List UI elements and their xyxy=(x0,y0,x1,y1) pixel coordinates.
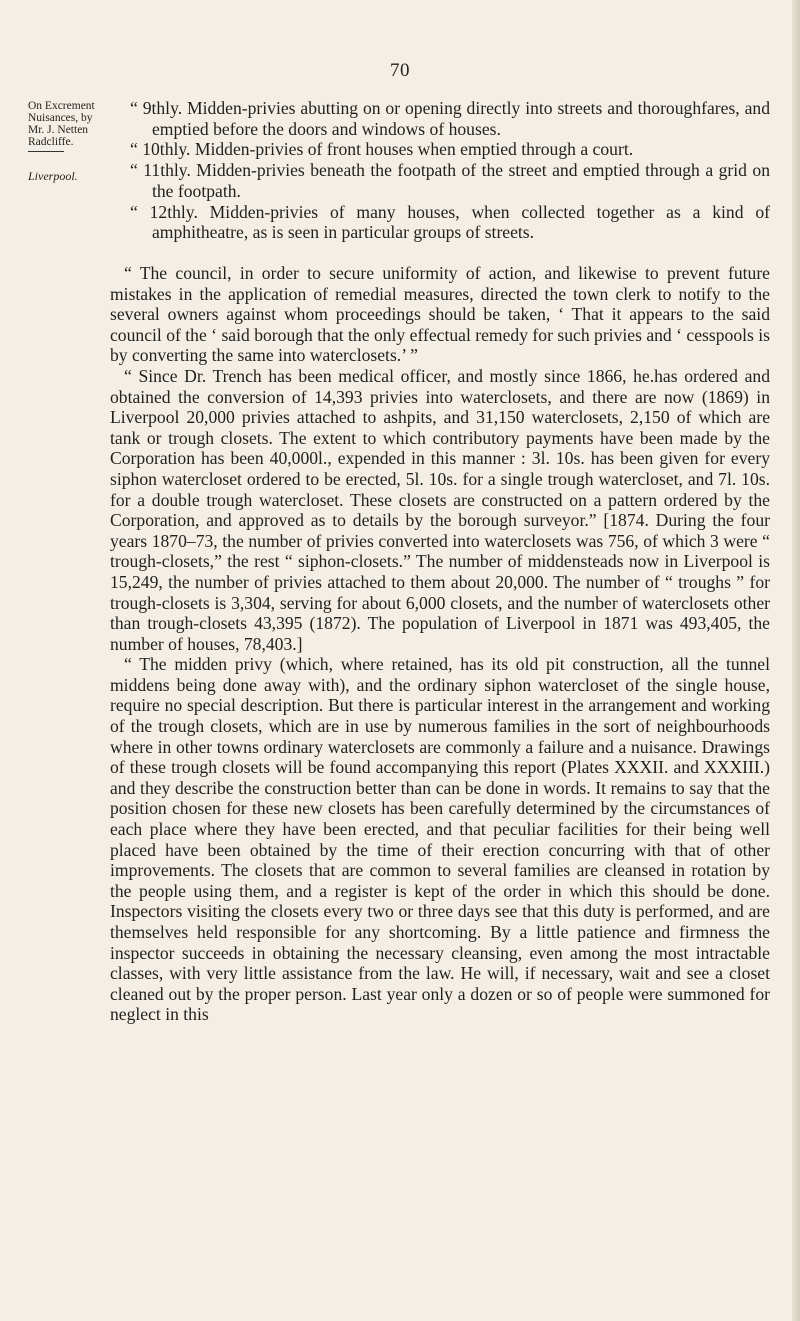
margin-note-rule xyxy=(28,151,64,152)
page-edge-shadow xyxy=(792,0,800,1321)
paragraph: “ The council, in order to secure uniformity of action, and likewise to prevent future mistakes in the application of remedial measures, directed the town clerk to notify to the several owners against whom proceedings should be taken, ‘ That it appears to the said council of the ‘ said borough that the only effectual remedy for such privies and ‘ cesspools is by converting the same into waterclosets.’ ” xyxy=(110,263,770,366)
margin-note-line: Radcliffe. xyxy=(28,136,74,148)
list-item: “ 9thly. Midden-privies abutting on or opening directly into streets and thoroughfares, and emptied before the doors and windows of houses. xyxy=(130,98,770,139)
margin-note-line: Nuisances, by xyxy=(28,112,93,124)
page-number: 70 xyxy=(390,60,410,81)
body-text xyxy=(110,263,770,1025)
margin-note-place: Liverpool. xyxy=(28,169,78,183)
margin-note xyxy=(28,100,118,182)
paragraph: “ The midden privy (which, where retained, has its old pit construction, all the tunnel middens being done away with), and the ordinary siphon watercloset of the single house, require no special description. But there is particular interest in the arrangement and working of the trough closets, which are in use by numerous families in the sort of neighbourhoods where in other towns ordinary waterclosets are commonly a failure and a nuisance. Drawings of these trough closets will be found accompanying this report (Plates XXXII. and XXXIII.) and they describe the construction better than can be done in words. It remains to say that the position chosen for these new closets has been carefully determined by the circumstances of each place where they have been erected, and that peculiar facilities for their being well placed have been obtained by the time of their erection concurring with that of other improvements. The closets that are common to several families are cleansed in rotation by the people using them, and a register is kept of the order in which this should be done. Inspectors visiting the closets every two or three days see that this duty is performed, and are themselves held responsible for any shortcoming. By a little patience and firmness the inspector succeeds in obtaining the necessary cleansing, even among the most intractable classes, with very little assistance from the law. He will, if necessary, wait and see a closet cleaned out by the proper person. Last year only a dozen or so of people were summoned for neglect in this xyxy=(110,654,770,1025)
margin-note-line: Mr. J. Netten xyxy=(28,124,89,136)
list-item: “ 12thly. Midden-privies of many houses, when collected together as a kind of amphitheatre, as is seen in particular groups of streets. xyxy=(130,201,770,243)
list-item: “ 10thly. Midden-privies of front houses when emptied through a court. xyxy=(130,139,634,160)
margin-note-line: On Excrement xyxy=(28,100,95,112)
privy-classification-list xyxy=(130,98,770,243)
paragraph: “ Since Dr. Trench has been medical officer, and mostly since 1866, he.has ordered and obtained the conversion of 14,393 privies into waterclosets, and there are now (1869) in Liverpool 20,000 privies attached to ashpits, and 31,150 waterclosets, 2,150 of which are tank or trough closets. The extent to which contributory payments have been made by the Corporation has been 40,000l., expended in this manner : 3l. 10s. has been given for every siphon watercloset ordered to be erected, 5l. 10s. for a single trough watercloset, and 7l. 10s. for a double trough watercloset. These closets are constructed on a pattern ordered by the Corporation, and approved as to details by the borough surveyor.” [1874. During the four years 1870–73, the number of privies converted into waterclosets was 756, of which 3 were “ trough-closets,” the rest “ siphon-closets.” The number of middensteads now in Liverpool is 15,249, the number of privies attached to them about 20,000. The number of “ troughs ” for trough-closets is 3,304, serving for about 6,000 closets, and the number of waterclosets other than trough-closets 43,395 (1872). The population of Liverpool in 1871 was 493,405, the number of houses, 78,403.] xyxy=(110,365,770,654)
list-item: “ 11thly. Midden-privies beneath the footpath of the street and emptied through a grid on the footpath. xyxy=(130,160,770,201)
